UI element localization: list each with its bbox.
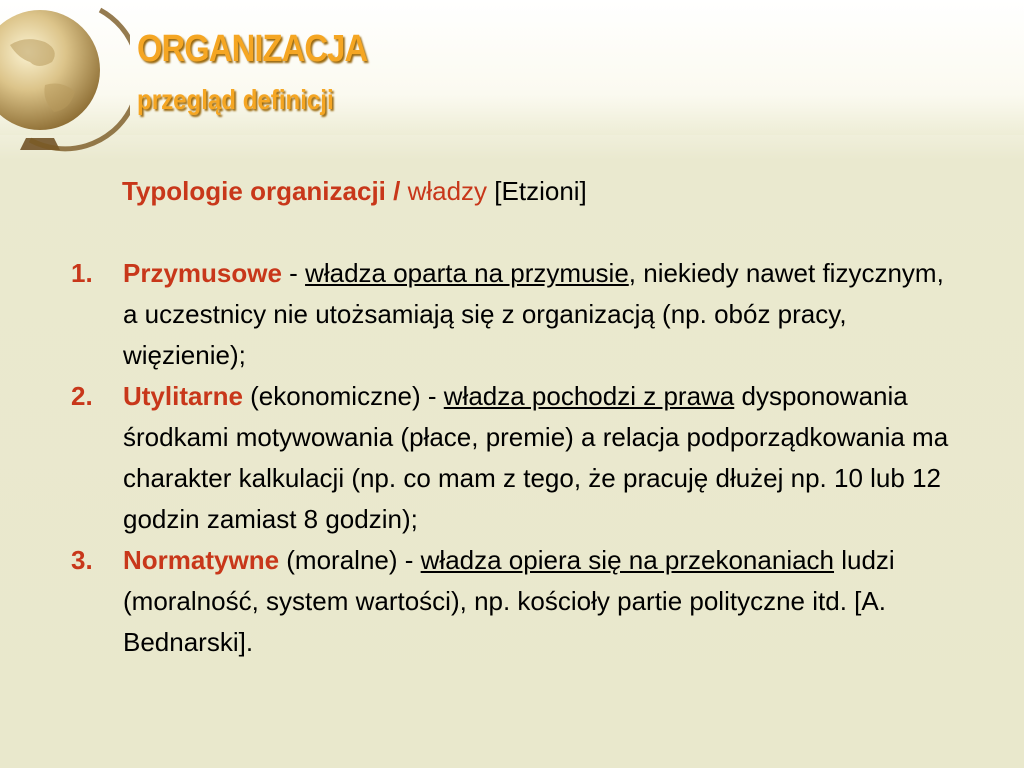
heading-typologie: Typologie organizacji / bbox=[122, 176, 401, 206]
item-dash: - bbox=[420, 381, 444, 411]
item-term: Normatywne bbox=[123, 545, 280, 575]
item-dash: - bbox=[281, 258, 306, 288]
slide-title: ORGANIZACJA bbox=[137, 28, 368, 70]
slide-subtitle: przegląd definicji bbox=[137, 84, 334, 115]
item-paren: (moralne) bbox=[279, 545, 398, 575]
item-number: 1. bbox=[71, 258, 93, 288]
item-term: Przymusowe bbox=[123, 258, 282, 288]
typology-list bbox=[65, 253, 965, 663]
heading-etzioni: [Etzioni] bbox=[494, 176, 587, 206]
item-underlined: władza oparta na przymusie bbox=[305, 258, 629, 288]
item-underlined: władza pochodzi z prawa bbox=[443, 381, 735, 411]
heading-wladzy: władzy bbox=[407, 176, 488, 206]
item-number: 2. bbox=[71, 381, 93, 411]
item-number: 3. bbox=[71, 545, 93, 575]
item-rest: ludzi (moralność, system wartości), np. kościoły partie polityczne itd. [A. Bednarski]. bbox=[123, 545, 895, 657]
item-term: Utylitarne bbox=[123, 381, 243, 411]
section-heading bbox=[122, 176, 587, 207]
item-underlined: władza opiera się na przekonaniach bbox=[420, 545, 835, 575]
item-rest: , niekiedy nawet fizycznym, a uczestnicy nie utożsamiają się z organizacją (np. obóz pracy, więzienie); bbox=[123, 258, 944, 370]
item-paren: (ekonomiczne) bbox=[242, 381, 421, 411]
list-item bbox=[65, 253, 965, 376]
globe-icon bbox=[0, 0, 130, 160]
item-rest: dysponowania środkami motywowania (płace, premie) a relacja podporządkowania ma charakter kalkulacji (np. co mam z tego, że pracuję dłużej np. 10 lub 12 godzin zamiast 8 godzin); bbox=[123, 381, 949, 534]
list-item bbox=[65, 540, 965, 663]
item-dash: - bbox=[397, 545, 421, 575]
list-item bbox=[65, 376, 965, 540]
